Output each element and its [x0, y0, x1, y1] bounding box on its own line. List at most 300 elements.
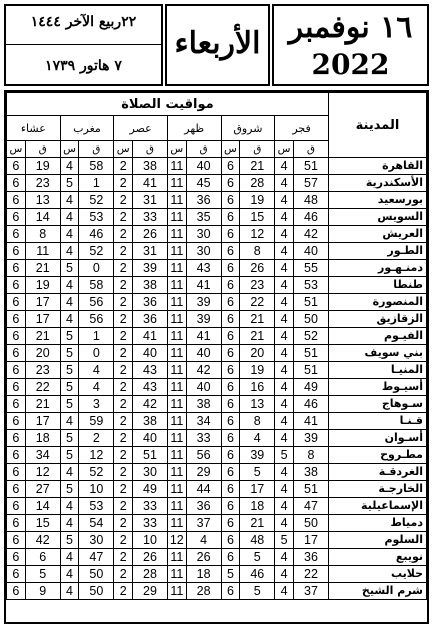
- minute-cell: 17: [240, 481, 275, 498]
- minute-cell: 1: [79, 328, 114, 345]
- city-name: السويس: [328, 209, 426, 226]
- hour-cell: 11: [167, 226, 186, 243]
- city-name: بني سويف: [328, 345, 426, 362]
- hour-cell: 6: [221, 328, 240, 345]
- minute-cell: 28: [240, 175, 275, 192]
- hour-cell: 4: [60, 583, 79, 600]
- hour-cell: 6: [221, 413, 240, 430]
- prayer-header: فجر: [275, 116, 329, 141]
- minute-cell: 50: [293, 515, 328, 532]
- minute-cell: 22: [293, 566, 328, 583]
- hour-cell: 6: [221, 243, 240, 260]
- hour-cell: 6: [221, 311, 240, 328]
- minute-cell: 57: [293, 175, 328, 192]
- hour-cell: 6: [221, 447, 240, 464]
- minute-cell: 39: [186, 311, 221, 328]
- minute-cell: 4: [240, 430, 275, 447]
- hour-cell: 12: [167, 532, 186, 549]
- hour-unit-header: س: [167, 141, 186, 158]
- minute-cell: 10: [133, 532, 168, 549]
- hour-cell: 6: [221, 158, 240, 175]
- hour-cell: 5: [60, 345, 79, 362]
- minute-cell: 43: [186, 260, 221, 277]
- hour-cell: 5: [60, 396, 79, 413]
- hour-cell: 2: [114, 532, 133, 549]
- minute-cell: 33: [133, 209, 168, 226]
- city-name: القاهرة: [328, 158, 426, 175]
- table-row: [7, 430, 427, 447]
- minute-cell: 38: [133, 413, 168, 430]
- calendar-box: [4, 4, 163, 86]
- minute-cell: 43: [133, 379, 168, 396]
- minute-cell: 51: [293, 481, 328, 498]
- minute-cell: 5: [240, 549, 275, 566]
- hour-cell: 5: [60, 447, 79, 464]
- table-row: [7, 566, 427, 583]
- gregorian-date: ١٦ نوفمبر: [288, 10, 413, 45]
- table-row: [7, 481, 427, 498]
- minute-cell: 51: [293, 362, 328, 379]
- city-name: الخارجـة: [328, 481, 426, 498]
- gregorian-year: 2022: [311, 48, 390, 81]
- hour-cell: 6: [221, 549, 240, 566]
- minute-cell: 41: [293, 413, 328, 430]
- prayer-times-table: [6, 92, 427, 600]
- hour-cell: 6: [221, 464, 240, 481]
- minute-cell: 53: [79, 209, 114, 226]
- hour-cell: 5: [60, 362, 79, 379]
- minute-cell: 36: [293, 549, 328, 566]
- city-name: السلوم: [328, 532, 426, 549]
- minute-cell: 38: [133, 277, 168, 294]
- hour-cell: 11: [167, 277, 186, 294]
- hour-cell: 4: [275, 277, 294, 294]
- minute-cell: 4: [79, 379, 114, 396]
- minute-cell: 17: [25, 311, 60, 328]
- hour-cell: 11: [167, 430, 186, 447]
- table-row: [7, 158, 427, 175]
- hour-cell: 4: [275, 515, 294, 532]
- table-row: [7, 498, 427, 515]
- table-row: [7, 464, 427, 481]
- hour-cell: 4: [60, 498, 79, 515]
- prayer-header: مغرب: [60, 116, 114, 141]
- hour-cell: 4: [275, 345, 294, 362]
- hour-cell: 11: [167, 294, 186, 311]
- hour-cell: 6: [7, 549, 26, 566]
- hour-cell: 6: [221, 345, 240, 362]
- weekday-box: [165, 4, 270, 86]
- hour-cell: 11: [167, 498, 186, 515]
- hour-cell: 4: [275, 396, 294, 413]
- minute-cell: 40: [133, 345, 168, 362]
- city-name: الإسماعيلية: [328, 498, 426, 515]
- minute-cell: 3: [79, 396, 114, 413]
- city-column-header: المدينة: [328, 93, 426, 158]
- hour-cell: 4: [60, 277, 79, 294]
- minute-cell: 52: [293, 328, 328, 345]
- minute-cell: 40: [293, 243, 328, 260]
- minute-cell: 40: [133, 430, 168, 447]
- minute-cell: 30: [186, 226, 221, 243]
- city-name: شرم الشيخ: [328, 583, 426, 600]
- minute-cell: 12: [79, 447, 114, 464]
- hour-cell: 5: [221, 566, 240, 583]
- minute-cell: 12: [240, 226, 275, 243]
- hour-unit-header: س: [221, 141, 240, 158]
- minute-cell: 13: [240, 396, 275, 413]
- hour-cell: 4: [275, 294, 294, 311]
- minute-cell: 38: [133, 158, 168, 175]
- table-row: [7, 209, 427, 226]
- minute-cell: 53: [293, 277, 328, 294]
- hour-cell: 5: [60, 260, 79, 277]
- minute-cell: 26: [133, 549, 168, 566]
- minute-cell: 20: [240, 345, 275, 362]
- minute-cell: 31: [133, 192, 168, 209]
- city-name: نويبع: [328, 549, 426, 566]
- city-name: المنصورة: [328, 294, 426, 311]
- minute-cell: 21: [240, 311, 275, 328]
- table-title-row: [7, 93, 427, 116]
- city-name: الزقازيق: [328, 311, 426, 328]
- table-row: [7, 294, 427, 311]
- minute-cell: 42: [186, 362, 221, 379]
- minute-cell: 20: [25, 345, 60, 362]
- minute-cell: 35: [186, 209, 221, 226]
- minute-cell: 39: [186, 294, 221, 311]
- minute-cell: 52: [79, 243, 114, 260]
- hour-cell: 5: [60, 328, 79, 345]
- hour-cell: 2: [114, 226, 133, 243]
- hour-cell: 6: [7, 345, 26, 362]
- hour-cell: 5: [60, 481, 79, 498]
- minute-cell: 8: [25, 226, 60, 243]
- hour-cell: 4: [60, 294, 79, 311]
- minute-cell: 33: [133, 498, 168, 515]
- hour-cell: 11: [167, 175, 186, 192]
- hour-cell: 11: [167, 362, 186, 379]
- hour-cell: 6: [7, 311, 26, 328]
- minute-cell: 10: [79, 481, 114, 498]
- minute-cell: 17: [25, 294, 60, 311]
- table-row: [7, 532, 427, 549]
- city-name: بورسعيد: [328, 192, 426, 209]
- minute-cell: 36: [186, 192, 221, 209]
- prayer-times-table-frame: [4, 90, 429, 624]
- minute-cell: 28: [133, 566, 168, 583]
- minute-cell: 38: [186, 396, 221, 413]
- hour-cell: 6: [221, 226, 240, 243]
- minute-cell: 33: [186, 430, 221, 447]
- hour-unit-header: س: [7, 141, 26, 158]
- hour-cell: 6: [7, 447, 26, 464]
- minute-cell: 21: [240, 328, 275, 345]
- minute-cell: 50: [79, 583, 114, 600]
- minute-cell: 53: [79, 498, 114, 515]
- minute-cell: 28: [186, 583, 221, 600]
- minute-cell: 52: [79, 192, 114, 209]
- minute-cell: 49: [133, 481, 168, 498]
- minute-cell: 14: [25, 498, 60, 515]
- minute-cell: 2: [79, 430, 114, 447]
- minute-cell: 8: [240, 243, 275, 260]
- minute-cell: 30: [133, 464, 168, 481]
- minute-cell: 14: [25, 209, 60, 226]
- minute-cell: 5: [25, 566, 60, 583]
- minute-cell: 41: [133, 328, 168, 345]
- minute-cell: 8: [240, 413, 275, 430]
- prayer-header: عصر: [114, 116, 168, 141]
- minute-cell: 39: [293, 430, 328, 447]
- minute-cell: 22: [240, 294, 275, 311]
- hour-cell: 4: [60, 311, 79, 328]
- hour-cell: 4: [275, 260, 294, 277]
- hour-cell: 11: [167, 464, 186, 481]
- hour-cell: 2: [114, 362, 133, 379]
- prayer-header: ظهر: [167, 116, 221, 141]
- hour-cell: 5: [60, 379, 79, 396]
- minute-cell: 6: [25, 549, 60, 566]
- minute-cell: 30: [186, 243, 221, 260]
- hour-cell: 6: [7, 583, 26, 600]
- hour-cell: 6: [7, 379, 26, 396]
- minute-cell: 19: [240, 192, 275, 209]
- hour-cell: 2: [114, 175, 133, 192]
- hour-cell: 11: [167, 396, 186, 413]
- minute-unit-header: ق: [133, 141, 168, 158]
- table-row: [7, 345, 427, 362]
- minute-cell: 46: [240, 566, 275, 583]
- minute-cell: 41: [186, 277, 221, 294]
- hour-cell: 11: [167, 311, 186, 328]
- minute-cell: 23: [240, 277, 275, 294]
- hour-cell: 4: [60, 515, 79, 532]
- hour-cell: 2: [114, 413, 133, 430]
- hour-cell: 6: [221, 362, 240, 379]
- hour-cell: 6: [221, 481, 240, 498]
- hour-cell: 4: [275, 158, 294, 175]
- hour-cell: 2: [114, 430, 133, 447]
- minute-cell: 34: [25, 447, 60, 464]
- minute-cell: 38: [293, 464, 328, 481]
- minute-cell: 19: [25, 158, 60, 175]
- minute-cell: 39: [133, 260, 168, 277]
- hour-unit-header: س: [60, 141, 79, 158]
- hour-cell: 2: [114, 481, 133, 498]
- hour-cell: 11: [167, 345, 186, 362]
- city-name: الفيـوم: [328, 328, 426, 345]
- hour-cell: 4: [275, 209, 294, 226]
- table-row: [7, 549, 427, 566]
- minute-cell: 17: [25, 413, 60, 430]
- hour-cell: 4: [60, 158, 79, 175]
- minute-cell: 48: [240, 532, 275, 549]
- hour-cell: 11: [167, 158, 186, 175]
- minute-unit-header: ق: [25, 141, 60, 158]
- city-name: حلايب: [328, 566, 426, 583]
- minute-cell: 17: [293, 532, 328, 549]
- minute-cell: 4: [186, 532, 221, 549]
- hour-cell: 4: [275, 175, 294, 192]
- hour-cell: 11: [167, 328, 186, 345]
- hour-unit-header: س: [275, 141, 294, 158]
- hour-cell: 4: [275, 243, 294, 260]
- hour-cell: 4: [275, 362, 294, 379]
- minute-cell: 27: [25, 481, 60, 498]
- minute-cell: 58: [79, 277, 114, 294]
- hour-cell: 6: [221, 260, 240, 277]
- hour-cell: 6: [221, 396, 240, 413]
- minute-cell: 42: [25, 532, 60, 549]
- hour-cell: 4: [60, 566, 79, 583]
- minute-cell: 18: [240, 498, 275, 515]
- hour-cell: 4: [60, 226, 79, 243]
- minute-cell: 36: [186, 498, 221, 515]
- minute-cell: 26: [240, 260, 275, 277]
- minute-cell: 52: [79, 464, 114, 481]
- hour-cell: 6: [7, 396, 26, 413]
- minute-cell: 19: [25, 277, 60, 294]
- table-row: [7, 379, 427, 396]
- hour-cell: 6: [221, 515, 240, 532]
- hour-cell: 6: [7, 362, 26, 379]
- hour-cell: 6: [7, 481, 26, 498]
- minute-cell: 26: [133, 226, 168, 243]
- table-row: [7, 362, 427, 379]
- table-row: [7, 328, 427, 345]
- hour-cell: 6: [221, 430, 240, 447]
- hour-cell: 2: [114, 464, 133, 481]
- minute-cell: 5: [240, 464, 275, 481]
- table-row: [7, 277, 427, 294]
- hour-cell: 4: [275, 583, 294, 600]
- hour-cell: 2: [114, 209, 133, 226]
- minute-cell: 47: [293, 498, 328, 515]
- minute-cell: 33: [133, 515, 168, 532]
- table-body: [7, 158, 427, 600]
- table-row: [7, 515, 427, 532]
- minute-unit-header: ق: [79, 141, 114, 158]
- minute-cell: 42: [293, 226, 328, 243]
- hour-cell: 2: [114, 379, 133, 396]
- minute-cell: 51: [293, 345, 328, 362]
- hour-cell: 2: [114, 345, 133, 362]
- hour-cell: 11: [167, 379, 186, 396]
- hour-unit-header: س: [114, 141, 133, 158]
- minute-cell: 29: [133, 583, 168, 600]
- minute-cell: 8: [293, 447, 328, 464]
- hour-cell: 6: [221, 583, 240, 600]
- table-row: [7, 260, 427, 277]
- hour-cell: 6: [221, 532, 240, 549]
- minute-cell: 46: [293, 209, 328, 226]
- minute-cell: 11: [25, 243, 60, 260]
- minute-cell: 43: [133, 362, 168, 379]
- hour-cell: 2: [114, 192, 133, 209]
- hour-cell: 2: [114, 566, 133, 583]
- minute-cell: 29: [186, 464, 221, 481]
- minute-cell: 0: [79, 345, 114, 362]
- minute-cell: 40: [186, 379, 221, 396]
- hour-cell: 6: [7, 260, 26, 277]
- minute-cell: 21: [25, 260, 60, 277]
- hour-cell: 6: [7, 532, 26, 549]
- minute-cell: 18: [25, 430, 60, 447]
- city-name: أسيـوط: [328, 379, 426, 396]
- hour-cell: 6: [7, 328, 26, 345]
- minute-cell: 22: [25, 379, 60, 396]
- hour-cell: 6: [221, 209, 240, 226]
- hour-cell: 6: [7, 243, 26, 260]
- table-row: [7, 175, 427, 192]
- hour-cell: 6: [221, 175, 240, 192]
- minute-cell: 56: [79, 311, 114, 328]
- hour-cell: 2: [114, 549, 133, 566]
- minute-cell: 21: [240, 515, 275, 532]
- hour-cell: 11: [167, 413, 186, 430]
- hour-cell: 4: [275, 413, 294, 430]
- table-row: [7, 243, 427, 260]
- city-name: دمياط: [328, 515, 426, 532]
- minute-cell: 54: [79, 515, 114, 532]
- hour-cell: 2: [114, 311, 133, 328]
- minute-cell: 41: [186, 328, 221, 345]
- hour-cell: 4: [60, 549, 79, 566]
- city-name: دمنـهـور: [328, 260, 426, 277]
- table-row: [7, 583, 427, 600]
- hour-cell: 11: [167, 481, 186, 498]
- hour-cell: 5: [60, 532, 79, 549]
- hour-cell: 11: [167, 243, 186, 260]
- hour-cell: 6: [7, 430, 26, 447]
- hour-cell: 6: [7, 566, 26, 583]
- city-name: سـوهاج: [328, 396, 426, 413]
- hour-cell: 2: [114, 243, 133, 260]
- city-name: طنطا: [328, 277, 426, 294]
- hour-cell: 4: [275, 192, 294, 209]
- hour-cell: 4: [60, 209, 79, 226]
- gregorian-date-box: [272, 4, 429, 86]
- hour-cell: 4: [60, 192, 79, 209]
- hour-cell: 2: [114, 396, 133, 413]
- hour-cell: 6: [7, 498, 26, 515]
- city-name: الطـور: [328, 243, 426, 260]
- minute-cell: 16: [240, 379, 275, 396]
- minute-cell: 49: [293, 379, 328, 396]
- minute-cell: 36: [133, 294, 168, 311]
- city-name: الأسكندرية: [328, 175, 426, 192]
- hour-cell: 5: [275, 447, 294, 464]
- hour-cell: 11: [167, 209, 186, 226]
- minute-cell: 36: [133, 311, 168, 328]
- hour-cell: 2: [114, 498, 133, 515]
- hour-cell: 4: [275, 226, 294, 243]
- calendar-divider: [6, 44, 161, 45]
- minute-cell: 50: [79, 566, 114, 583]
- hour-cell: 6: [221, 294, 240, 311]
- minute-cell: 45: [186, 175, 221, 192]
- hour-cell: 4: [275, 549, 294, 566]
- table-row: [7, 192, 427, 209]
- city-name: العريش: [328, 226, 426, 243]
- table-title: مواقيت الصلاة: [7, 93, 329, 116]
- hour-cell: 4: [275, 430, 294, 447]
- minute-cell: 55: [293, 260, 328, 277]
- hour-cell: 4: [275, 379, 294, 396]
- minute-cell: 40: [186, 158, 221, 175]
- minute-unit-header: ق: [240, 141, 275, 158]
